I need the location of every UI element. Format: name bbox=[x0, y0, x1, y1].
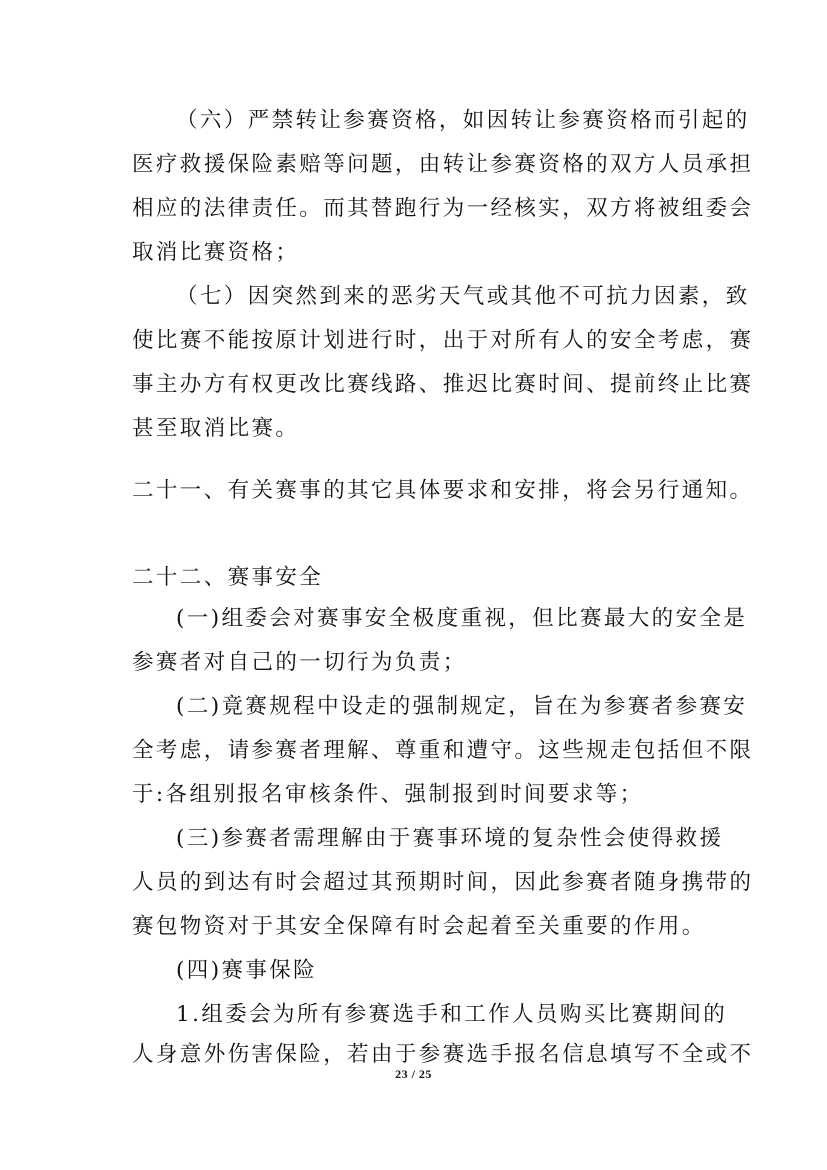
paragraph-7-line-2: 使比赛不能按原计划进行时，出于对所有人的安全考虑，赛 bbox=[132, 328, 754, 353]
paragraph-7-line-1: （七）因突然到来的恶劣天气或其他不可抗力因素，致 bbox=[176, 284, 750, 309]
item-2-line-1: (二)竟赛规程中设走的强制规定，旨在为参赛者参赛安 bbox=[176, 694, 748, 719]
item-4-heading: (四)赛事保险 bbox=[176, 958, 318, 983]
item-3-line-1: (三)参赛者需理解由于赛事环境的复杂性会使得救援 bbox=[176, 826, 724, 851]
page-number: 23 / 25 bbox=[395, 1067, 432, 1081]
item-1-line-1: (一)组委会对赛事安全极度重视，但比赛最大的安全是 bbox=[176, 606, 748, 631]
item-3-line-3: 赛包物资对于其安全保障有时会起着至关重要的作用。 bbox=[132, 914, 706, 939]
section-22-heading: 二十二、赛事安全 bbox=[132, 565, 324, 590]
section-21-heading: 二十一、有关赛事的其它具体要求和安排，将会另行通知。 bbox=[132, 478, 754, 503]
item-2-line-3: 于:各组别报名审核条件、强制报到时间要求等； bbox=[132, 782, 644, 807]
insurance-item-1-line-2: 人身意外伤害保险，若由于参赛选手报名信息填写不全或不 bbox=[132, 1042, 754, 1067]
paragraph-6-line-2: 医疗救援保险素赔等问题，由转让参赛资格的双方人员承担 bbox=[132, 152, 754, 177]
item-3-line-2: 人员的到达有时会超过其预期时间，因此参赛者随身携带的 bbox=[132, 870, 754, 895]
insurance-item-1-line-1: 1.组委会为所有参赛选手和工作人员购买比赛期间的 bbox=[176, 1002, 728, 1027]
item-1-line-2: 参赛者对自己的一切行为负责； bbox=[132, 650, 467, 675]
item-2-line-2: 全考虑，请参赛者理解、尊重和遭守。这些规走包括但不限 bbox=[132, 738, 754, 763]
paragraph-6-line-4: 取消比赛资格； bbox=[132, 240, 300, 265]
paragraph-7-line-3: 事主办方有权更改比赛线路、推迟比赛时间、提前终止比赛 bbox=[132, 372, 754, 397]
paragraph-6-line-1: （六）严禁转让参赛资格，如因转让参赛资格而引起的 bbox=[176, 108, 750, 133]
paragraph-6-line-3: 相应的法律责任。而其替跑行为一经核实，双方将被组委会 bbox=[132, 196, 754, 221]
paragraph-7-line-4: 甚至取消比赛。 bbox=[132, 416, 300, 441]
